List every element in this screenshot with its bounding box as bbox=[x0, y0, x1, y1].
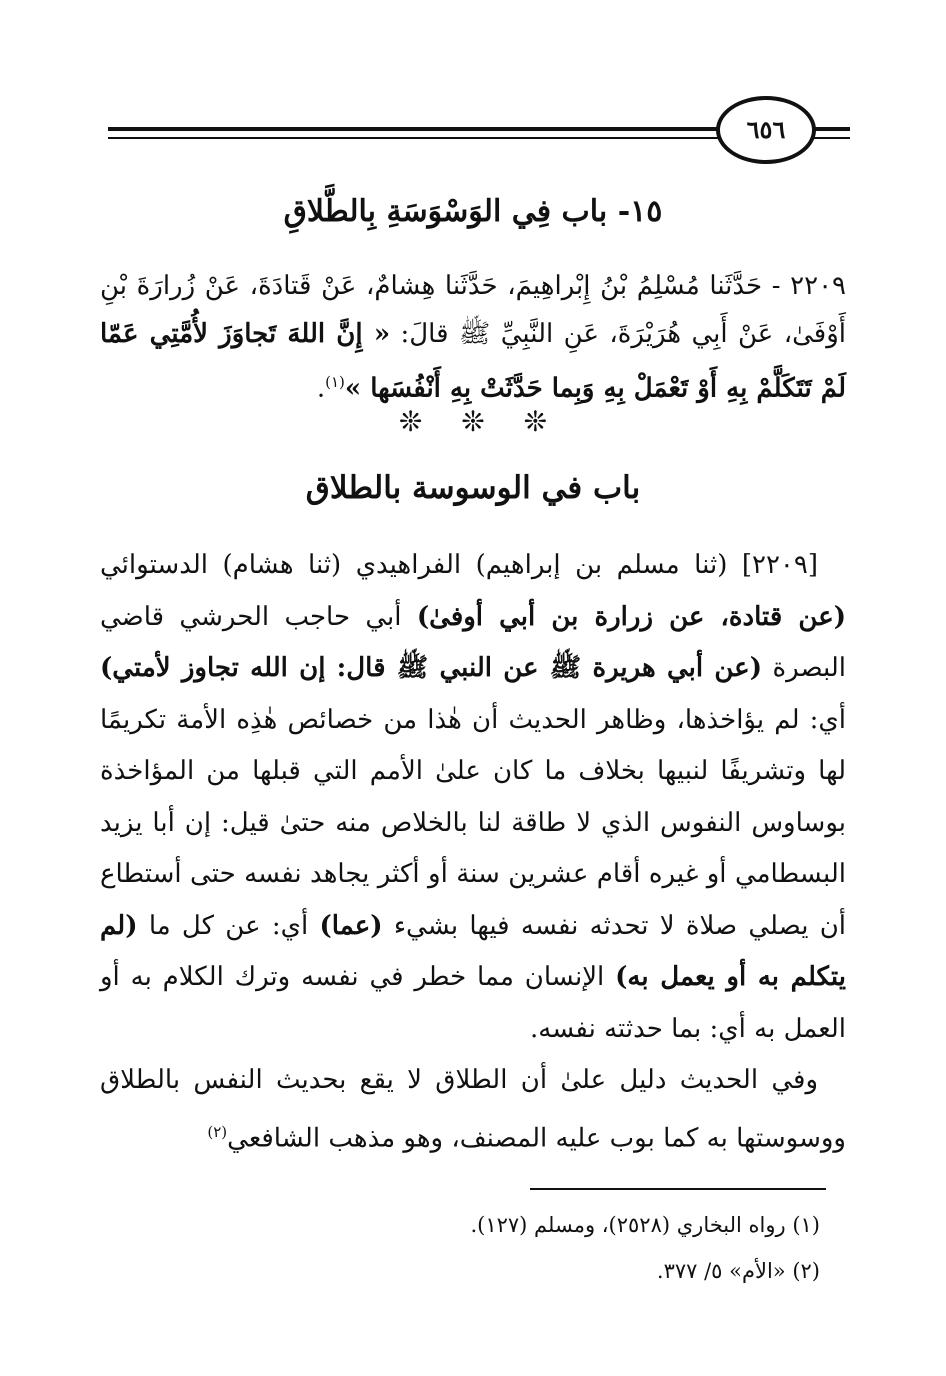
commentary-paragraph-2 bbox=[100, 1055, 846, 1165]
commentary-p2-text: وفي الحديث دليل علىٰ أن الطلاق لا يقع بحديث النفس بالطلاق ووسوستها به كما بوب عليه المصنف، وهو مذهب الشافعي bbox=[100, 1065, 846, 1154]
commentary-p1-c: أبي حاجب الحرشي قاضي البصرة bbox=[100, 601, 846, 683]
commentary-title: باب في الوسوسة بالطلاق bbox=[305, 470, 641, 506]
page-number: ٦٥٦ bbox=[716, 96, 816, 164]
commentary-p1-a: [٢٢٠٩] (ثنا مسلم بن إبراهيم) الفراهيدي (ثنا هشام) الدستوائي bbox=[100, 550, 818, 580]
commentary-p1-d: (عن أبي هريرة ﷺ عن النبي ﷺ قال: إن الله تجاوز لأمتي) bbox=[100, 653, 762, 683]
hadith-quote: « إِنَّ اللهَ تَجاوَزَ لأُمَّتِي عَمّا لَمْ تَتَكَلَّمْ بِهِ أَوْ تَعْمَلْ بِهِ وَبِما حَدَّثَتْ بِهِ أَنْفُسَها » bbox=[100, 319, 846, 404]
hadith-isnad: ٢٢٠٩ - حَدَّثَنا مُسْلِمُ بْنُ إِبْراهِيمَ، حَدَّثَنا هِشامٌ، عَنْ قَتادَةَ، عَنْ زُرارَةَ بْنِ أَوْفَىٰ، عَنْ أَبِي هُرَيْرَةَ، عَنِ النَّبِيِّ ﷺ قالَ: bbox=[100, 271, 847, 349]
section-title: ١٥- باب فِي الوَسْوَسَةِ بِالطَّلاقِ bbox=[283, 194, 663, 229]
footnote-ref-1: (١) bbox=[325, 373, 345, 391]
commentary-p1-g: أي: عن كل ما bbox=[148, 910, 309, 941]
commentary-p1-e: أي: لم يؤاخذها، وظاهر الحديث أن هٰذا من خصائص هٰذِه الأمة تكريمًا لها وتشريفًا لنبيها بخلاف ما كان علىٰ الأمم التي قبلها من المؤاخذة بوساوس النفوس الذي لا طاقة لنا بالخلاص منه حتىٰ قيل: إن أبا يزيد البسطامي أو غيره أقام عشرين سنة أو أكثر يجاهد نفسه حتى أستطاع أن يصلي صلاة لا تحدثه نفسه فيها بشيء bbox=[100, 704, 847, 941]
footnotes bbox=[100, 1202, 820, 1294]
hadith-text bbox=[100, 262, 846, 413]
commentary-p1-b: (عن قتادة، عن زرارة بن أبي أوفىٰ) bbox=[416, 601, 847, 632]
hadith-end: . bbox=[316, 373, 326, 404]
footnote-1: (١) رواه البخاري (٢٥٢٨)، ومسلم (١٢٧). bbox=[470, 1213, 820, 1237]
separator-stars: ❊ ❊ ❊ bbox=[398, 405, 548, 438]
commentary-paragraph-1 bbox=[100, 540, 846, 1055]
commentary-p1-h: (لم يتكلم به أو يعمل به) bbox=[100, 910, 846, 992]
commentary-p1-f: (عما) bbox=[319, 910, 383, 941]
footnote-2: (٢) «الأم» ٥/ ٣٧٧. bbox=[656, 1259, 820, 1283]
footnote-ref-2: (٢) bbox=[207, 1122, 228, 1141]
footnote-separator bbox=[530, 1188, 826, 1190]
commentary-p1-i: الإنسان مما خطر في نفسه وترك الكلام به أو العمل به أي: بما حدثته نفسه. bbox=[100, 962, 846, 1044]
commentary-body bbox=[100, 540, 846, 1165]
